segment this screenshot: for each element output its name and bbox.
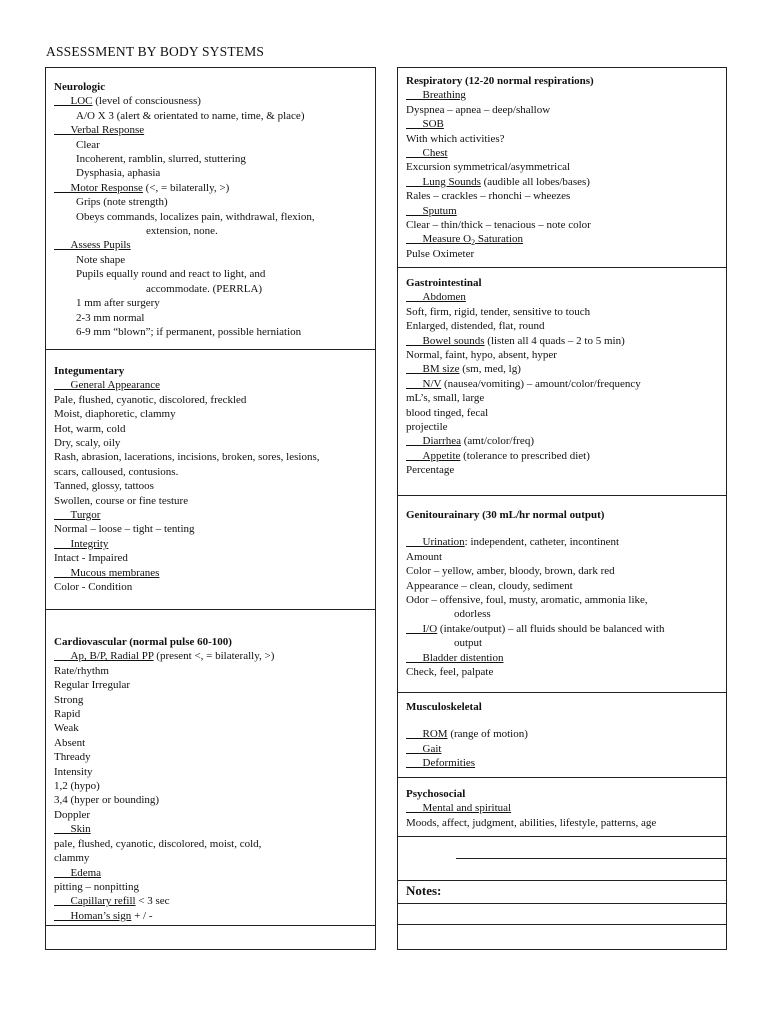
list-item xyxy=(54,664,367,678)
item-text: Dysphasia, aphasia xyxy=(76,167,161,180)
item-label: Capillary refill xyxy=(70,895,136,908)
list-item xyxy=(54,267,367,281)
list-item xyxy=(406,334,718,348)
item-label: Mental and spiritual xyxy=(422,802,512,815)
blank-underline xyxy=(406,233,423,245)
blank-underline xyxy=(406,435,423,447)
item-label: Gait xyxy=(422,742,442,755)
item-text: Incoherent, ramblin, slurred, stuttering xyxy=(76,153,246,166)
page-title: ASSESSMENT BY BODY SYSTEMS xyxy=(46,44,265,59)
notes-label: Notes: xyxy=(406,883,442,898)
list-item xyxy=(54,479,367,493)
item-text: With which activities? xyxy=(406,132,505,145)
list-item xyxy=(406,247,718,261)
item-text: 3,4 (hyper or bounding) xyxy=(54,794,160,807)
item-label: Sputum xyxy=(422,204,457,217)
list-item xyxy=(54,238,367,252)
item-text: projectile xyxy=(406,421,448,434)
item-text: Clear – thin/thick – tenacious – note color xyxy=(406,219,591,232)
section-musculoskeletal xyxy=(398,693,726,778)
item-label: Deformities xyxy=(422,757,476,770)
item-text: 1,2 (hypo) xyxy=(54,780,100,793)
section-integumentary xyxy=(46,350,375,610)
item-text: Absent xyxy=(54,736,86,749)
list-item xyxy=(406,160,718,174)
notes-line-1 xyxy=(398,904,726,925)
list-item xyxy=(54,282,367,296)
item-text: Pulse Oximeter xyxy=(406,247,475,260)
blank-underline xyxy=(54,567,71,579)
blank-underline xyxy=(406,118,423,130)
list-item xyxy=(406,579,718,593)
item-label: SOB xyxy=(422,118,444,131)
item-text: Rapid xyxy=(54,708,81,721)
item-text: Percentage xyxy=(406,464,455,477)
list-item xyxy=(54,779,367,793)
list-item xyxy=(406,607,718,621)
item-text: blood tinged, fecal xyxy=(406,406,489,419)
item-label: Chest xyxy=(422,147,448,160)
item-text: (sm, med, lg) xyxy=(459,363,521,376)
item-text: Swollen, course or fine testure xyxy=(54,494,189,507)
item-text: Moist, diaphoretic, clammy xyxy=(54,408,176,421)
item-text: Odor – offensive, foul, musty, aromatic, ammonia like, xyxy=(406,594,648,607)
item-label: LOC xyxy=(70,95,93,108)
list-item xyxy=(406,535,718,549)
item-text: extension, none. xyxy=(146,225,218,238)
item-text: Thready xyxy=(54,751,91,764)
item-text: Doppler xyxy=(54,808,91,821)
blank-underline xyxy=(54,867,71,879)
blank-underline xyxy=(54,910,71,922)
list-item xyxy=(406,420,718,434)
list-item xyxy=(54,894,367,908)
list-item xyxy=(54,693,367,707)
list-item xyxy=(406,391,718,405)
blank-underline xyxy=(406,652,423,664)
list-item xyxy=(54,393,367,407)
item-text: Appearance – clean, cloudy, sediment xyxy=(406,579,573,592)
list-item xyxy=(54,837,367,851)
item-label: Appetite xyxy=(422,449,461,462)
blank-underline xyxy=(54,823,71,835)
item-text: (tolerance to prescribed diet) xyxy=(460,449,590,462)
list-item xyxy=(406,132,718,146)
list-item xyxy=(406,406,718,420)
blank-underline xyxy=(54,239,71,251)
list-item xyxy=(54,436,367,450)
list-item xyxy=(54,422,367,436)
list-item xyxy=(406,218,718,232)
list-item xyxy=(54,566,367,580)
section-lines xyxy=(406,801,718,830)
item-label: Edema xyxy=(70,866,102,879)
section-lines xyxy=(54,649,367,923)
list-item xyxy=(406,651,718,665)
blank-underline xyxy=(406,378,423,390)
item-text: Pupils equally round and react to light, and xyxy=(76,268,266,281)
item-text: Check, feel, palpate xyxy=(406,666,494,679)
item-text: output xyxy=(454,637,483,650)
section-heading: Cardiovascular (normal pulse 60-100) xyxy=(54,636,232,648)
section-gastrointestinal xyxy=(398,268,726,496)
list-item xyxy=(54,407,367,421)
item-label: Urination xyxy=(422,536,465,549)
item-text: Moods, affect, judgment, abilities, lifestyle, patterns, age xyxy=(406,816,657,829)
list-item xyxy=(54,311,367,325)
list-item xyxy=(406,103,718,117)
section-lines xyxy=(54,94,367,339)
item-text: Color – yellow, amber, bloody, brown, dark red xyxy=(406,565,615,578)
list-item xyxy=(406,117,718,131)
item-text: Regular Irregular xyxy=(54,679,131,692)
list-item xyxy=(54,210,367,224)
blank-underline xyxy=(54,95,71,107)
signature-line xyxy=(456,858,726,859)
list-item xyxy=(54,793,367,807)
list-item xyxy=(406,88,718,102)
item-label: Lung Sounds xyxy=(422,175,481,188)
item-label: BM size xyxy=(422,363,460,376)
list-item xyxy=(54,325,367,339)
list-item xyxy=(54,123,367,137)
item-text: (audible all lobes/bases) xyxy=(480,175,590,188)
section-heading: Respiratory (12-20 normal respirations) xyxy=(406,75,594,87)
section-lines xyxy=(406,290,718,477)
item-label: Integrity xyxy=(70,537,109,550)
notes-row xyxy=(398,881,726,904)
list-item xyxy=(54,296,367,310)
right-column-box xyxy=(397,67,727,950)
item-label: Mucous membranes xyxy=(70,566,160,579)
section-lines xyxy=(406,535,718,679)
item-text: Obeys commands, localizes pain, withdrawal, flexion, xyxy=(76,210,315,223)
item-text: (nausea/vomiting) – amount/color/frequency xyxy=(441,377,641,390)
item-text: (amt/color/freq) xyxy=(460,435,534,448)
list-item xyxy=(54,765,367,779)
list-item xyxy=(54,450,367,464)
item-text: Amount xyxy=(406,550,443,563)
item-text: (range of motion) xyxy=(447,728,528,741)
list-item xyxy=(54,880,367,894)
item-label: Verbal Response xyxy=(70,124,145,137)
list-item xyxy=(406,727,718,741)
blank-underline xyxy=(54,538,71,550)
item-label: Skin xyxy=(70,823,91,836)
item-label: Ap, B/P, Radial PP xyxy=(70,650,154,663)
list-item xyxy=(54,195,367,209)
item-label: Homan’s sign xyxy=(70,909,132,922)
item-text: + / - xyxy=(131,909,153,922)
list-item xyxy=(406,564,718,578)
item-text: Note shape xyxy=(76,253,126,266)
list-item xyxy=(406,175,718,189)
item-text: Excursion symmetrical/asymmetrical xyxy=(406,161,571,174)
item-text: mL’s, small, large xyxy=(406,392,485,405)
item-text: Tanned, glossy, tattoos xyxy=(54,480,154,493)
list-item xyxy=(406,742,718,756)
item-text: Enlarged, distended, flat, round xyxy=(406,320,545,333)
list-item xyxy=(406,377,718,391)
blank-underline xyxy=(406,291,423,303)
list-item xyxy=(54,508,367,522)
item-text: (present <, = bilaterally, >) xyxy=(153,650,275,663)
item-text: accommodate. (PERRLA) xyxy=(146,282,263,295)
list-item xyxy=(406,622,718,636)
blank-underline xyxy=(406,802,423,814)
item-text: 6-9 mm “blown”; if permanent, possible herniation xyxy=(76,325,302,338)
section-heading: Gastrointestinal xyxy=(406,277,482,289)
item-text: (level of consciousness) xyxy=(92,95,201,108)
blank-underline xyxy=(406,728,423,740)
notes-line-2 xyxy=(398,925,726,949)
item-text: clammy xyxy=(54,852,90,865)
list-item xyxy=(54,750,367,764)
item-text: Dry, scaly, oily xyxy=(54,437,121,450)
list-item xyxy=(406,449,718,463)
item-text: Rash, abrasion, lacerations, incisions, broken, sores, lesions, xyxy=(54,451,320,464)
item-label: Measure O xyxy=(422,233,472,246)
item-label: N/V xyxy=(422,377,442,390)
item-text: Clear xyxy=(76,138,100,151)
list-item xyxy=(406,232,718,246)
section-lines xyxy=(406,88,718,261)
list-item xyxy=(406,305,718,319)
list-item xyxy=(54,866,367,880)
item-text: Normal – loose – tight – tenting xyxy=(54,523,195,536)
list-item xyxy=(54,551,367,565)
blank-underline xyxy=(406,176,423,188)
item-label: I/O xyxy=(422,622,438,635)
item-text: Intact - Impaired xyxy=(54,552,128,565)
list-item xyxy=(406,636,718,650)
list-item xyxy=(54,522,367,536)
list-item xyxy=(54,138,367,152)
blank-underline xyxy=(54,182,71,194)
item-text: 1 mm after surgery xyxy=(76,297,160,310)
list-item xyxy=(406,146,718,160)
left-column-box xyxy=(45,67,376,950)
section-genitourinary xyxy=(398,496,726,693)
list-item xyxy=(54,736,367,750)
list-item xyxy=(54,465,367,479)
list-item xyxy=(54,537,367,551)
blank-underline xyxy=(54,124,71,136)
item-text: Dyspnea – apnea – deep/shallow xyxy=(406,103,551,116)
blank-underline xyxy=(406,205,423,217)
section-cardiovascular xyxy=(46,610,375,926)
list-item xyxy=(406,189,718,203)
blank-underline xyxy=(54,895,71,907)
list-item xyxy=(54,649,367,663)
item-label: Assess Pupils xyxy=(70,239,131,252)
section-heading: Neurologic xyxy=(54,81,106,93)
list-item xyxy=(406,665,718,679)
item-text: Intensity xyxy=(54,765,93,778)
item-label: Breathing xyxy=(422,89,466,102)
section-heading: Genitourainary (30 mL/hr normal output) xyxy=(406,509,605,521)
item-text: Rales – crackles – rhonchi – wheezes xyxy=(406,190,571,203)
list-item xyxy=(406,348,718,362)
item-text: odorless xyxy=(454,608,491,621)
blank-underline xyxy=(406,363,423,375)
item-text: Normal, faint, hypo, absent, hyper xyxy=(406,349,557,362)
item-text: Pale, flushed, cyanotic, discolored, freckled xyxy=(54,393,247,406)
list-item xyxy=(406,204,718,218)
list-item xyxy=(406,816,718,830)
item-text: scars, calloused, contusions. xyxy=(54,465,179,478)
list-item xyxy=(54,707,367,721)
section-psychosocial xyxy=(398,778,726,837)
blank-underline xyxy=(54,379,71,391)
item-text: Rate/rhythm xyxy=(54,664,109,677)
item-text: Grips (note strength) xyxy=(76,196,168,209)
blank-underline xyxy=(406,147,423,159)
list-item xyxy=(54,822,367,836)
item-text: Hot, warm, cold xyxy=(54,422,126,435)
item-label: Motor Response xyxy=(70,181,143,194)
list-item xyxy=(54,721,367,735)
section-lines xyxy=(406,727,718,770)
list-item xyxy=(54,94,367,108)
section-lines xyxy=(54,378,367,594)
list-item xyxy=(54,253,367,267)
blank-underline xyxy=(406,536,423,548)
item-text: Soft, firm, rigid, tender, sensitive to touch xyxy=(406,305,591,318)
item-text: Color - Condition xyxy=(54,581,133,594)
subscript: 2 xyxy=(471,238,476,248)
section-neurologic xyxy=(46,68,375,350)
list-item xyxy=(54,808,367,822)
list-item xyxy=(54,851,367,865)
item-text: (intake/output) – all fluids should be balanced with xyxy=(437,622,665,635)
item-text: : independent, catheter, incontinent xyxy=(464,536,620,549)
item-text: (<, = bilaterally, >) xyxy=(142,181,230,194)
list-item xyxy=(54,224,367,238)
item-text: Weak xyxy=(54,722,79,735)
list-item xyxy=(54,152,367,166)
item-label: Bladder distention xyxy=(422,651,504,664)
item-text: pale, flushed, cyanotic, discolored, moist, cold, xyxy=(54,837,262,850)
list-item xyxy=(54,109,367,123)
item-label: Bowel sounds xyxy=(422,334,485,347)
item-label-cont: Saturation xyxy=(475,233,524,246)
blank-underline xyxy=(406,743,423,755)
item-label: Diarrhea xyxy=(422,435,461,448)
blank-underline xyxy=(406,89,423,101)
list-item xyxy=(406,290,718,304)
list-item xyxy=(406,756,718,770)
list-item xyxy=(406,550,718,564)
blank-underline xyxy=(54,650,71,662)
list-item xyxy=(54,678,367,692)
list-item xyxy=(406,319,718,333)
list-item xyxy=(406,593,718,607)
blank-underline xyxy=(406,335,423,347)
blank-underline xyxy=(406,623,423,635)
list-item xyxy=(54,909,367,923)
item-text: 2-3 mm normal xyxy=(76,311,145,324)
list-item xyxy=(54,181,367,195)
section-respiratory xyxy=(398,68,726,268)
list-item xyxy=(406,463,718,477)
item-text: (listen all 4 quads – 2 to 5 min) xyxy=(484,334,625,347)
list-item xyxy=(54,580,367,594)
section-heading: Musculoskeletal xyxy=(406,701,482,713)
item-text: < 3 sec xyxy=(135,895,170,908)
blank-row xyxy=(398,837,726,881)
list-item xyxy=(54,166,367,180)
item-label: Abdomen xyxy=(422,291,466,304)
list-item xyxy=(406,434,718,448)
item-label: ROM xyxy=(422,728,448,741)
item-text: A/O X 3 (alert & orientated to name, time, & place) xyxy=(76,109,305,122)
item-text: pitting – nonpitting xyxy=(54,880,139,893)
list-item xyxy=(406,801,718,815)
section-heading: Psychosocial xyxy=(406,788,466,800)
list-item xyxy=(54,378,367,392)
section-heading: Integumentary xyxy=(54,365,125,377)
list-item xyxy=(54,494,367,508)
blank-underline xyxy=(406,450,423,462)
item-label: Turgor xyxy=(70,509,101,522)
item-text: Strong xyxy=(54,693,84,706)
item-label: General Appearance xyxy=(70,379,160,392)
list-item xyxy=(406,362,718,376)
blank-underline xyxy=(54,509,71,521)
blank-underline xyxy=(406,757,423,769)
